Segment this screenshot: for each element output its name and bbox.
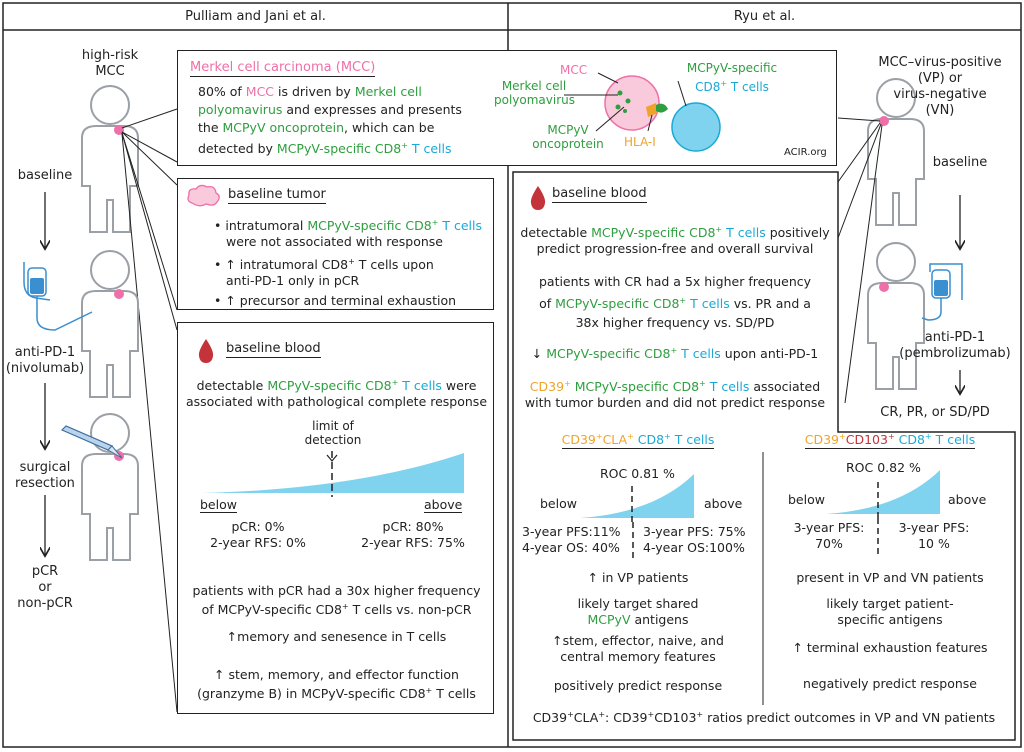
oncoprotein-label: MCPyV oncoprotein [532,123,604,151]
right-treatment-label: anti-PD-1 (pembrolizumab) [899,330,1011,361]
right-blood-drop-icon [528,184,548,212]
ratio-footer: CD39+CLA+: CD39+CD103+ ratios predict outcomes in VP and VN patients [532,710,996,726]
mcc-cell-icon [605,76,659,130]
cla-l3: ↑stem, effector, naive, and central memory features [552,633,724,664]
cd103-l3: ↑ terminal exhaustion features [792,640,988,655]
tumor-cloud-icon [186,183,222,209]
cd103-above-stats: 3-year PFS: 10 % [898,520,970,551]
cla-below-stats: 3-year PFS:11% 4-year OS: 40% [522,524,621,555]
right-blood-title: baseline blood [552,186,647,201]
tcell-label: MCPyV-specific CD8+ T cells [686,61,778,94]
mcc-title: Merkel cell carcinoma (MCC) [190,60,376,75]
right-blood-p1: detectable MCPyV-specific CD8+ T cells positively predict progression-free and overall survival [520,225,830,257]
left-below-stats: pCR: 0% 2-year RFS: 0% [210,519,306,550]
right-outcome-label: CR, PR, or SD/PD [880,405,990,420]
left-blood-p3: ↑memory and senesence in T cells [226,629,447,644]
tumor-title: baseline tumor [228,187,326,202]
right-blood-p4: CD39+ MCPyV-specific CD8+ T cells associated with tumor burden and did not predict response [524,379,826,411]
left-person-surgery-icon [82,414,138,560]
right-baseline-label: baseline [932,155,988,170]
right-study-title: Ryu et al. [733,9,796,24]
right-person-iv-icon [868,243,924,389]
cd103-l1: present in VP and VN patients [796,570,984,585]
cla-l2: likely target shared MCPyV antigens [577,596,699,627]
left-baseline-label: baseline [17,168,73,183]
detection-wedge [198,449,478,499]
cla-l1: ↑ in VP patients [587,570,689,585]
cd103-below: below [788,492,825,507]
tumor-findings: • intratumoral MCPyV-specific CD8+ T cells were not associated with response • ↑ intratumoral CD8+ T cells upon anti-PD-1 only in pCR • ↑ precursor and terminal exhaustion [214,218,482,309]
cla-wedge [574,468,704,524]
limit-of-detection-label: limit of detection [304,419,362,447]
baseline-tumor-box [177,178,494,310]
cla-above-stats: 3-year PFS: 75% 4-year OS:100% [643,524,746,555]
cd103-roc: ROC 0.82 % [846,460,921,475]
left-above-stats: pCR: 80% 2-year RFS: 75% [361,519,465,550]
left-surgery-label: surgical resection [15,460,75,491]
hla-label: HLA-I [624,135,656,149]
cd103-l4: negatively predict response [803,676,977,691]
mcc-info-box [177,50,837,166]
left-blood-p4: ↑ stem, memory, and effector function (granzyme B) in MCPyV-specific CD8+ T cells [197,667,476,702]
left-baseline-blood-box [177,322,494,714]
mcc-cell-label: MCC [560,63,588,77]
cd103-l2: likely target patient- specific antigens [826,596,954,627]
left-person-iv-icon [82,251,138,397]
t-cell-icon [672,103,720,151]
cla-divider [628,522,638,562]
cla-above: above [704,496,743,511]
mcc-description: 80% of MCC is driven by Merkel cell polyomavirus and expresses and presents the MCPyV oncoprotein, which can be detected by MCPyV-specific CD8+ T cells [198,84,462,157]
cd103-wedge [820,464,950,520]
left-study-title: Pulliam and Jani et al. [185,9,326,24]
cd103-above: above [948,492,987,507]
cla-below: below [540,496,577,511]
right-iv-bag-icon [922,264,962,320]
left-below-label: below [200,497,237,512]
credit: ACIR.org [784,147,827,158]
virus-label: Merkel cell polyomavirus [494,79,576,107]
blood-drop-icon [196,337,216,365]
right-blood-p3: ↓ MCPyV-specific CD8+ T cells upon anti-PD-1 [531,346,819,362]
cla-l4: positively predict response [553,678,723,693]
left-treatment-label: anti-PD-1 (nivolumab) [5,345,85,376]
cd103-title: CD39+CD103+ CD8+ T cells [804,432,976,448]
left-blood-title: baseline blood [226,341,321,356]
left-patient-label: high-risk MCC [81,48,139,79]
right-blood-p2: patients with CR had a 5x higher frequency of MCPyV-specific CD8+ T cells vs. PR and a 38x higher frequency vs. SD/PD [538,274,812,331]
left-blood-p2: patients with pCR had a 30x higher frequency of MCPyV-specific CD8+ T cells vs. non-pCR [192,583,481,618]
left-outcome-label: pCR or non-pCR [17,564,73,611]
left-blood-p1: detectable MCPyV-specific CD8+ T cells were associated with pathological complete response [185,378,488,410]
left-above-label: above [424,497,463,512]
cla-roc: ROC 0.81 % [600,466,675,481]
cd103-divider [873,518,883,558]
cd103-below-stats: 3-year PFS: 70% [793,520,865,551]
right-patient-label: MCC–virus-positive (VP) or virus-negative (VN) [878,55,1002,118]
cla-title: CD39+CLA+ CD8+ T cells [561,432,715,448]
